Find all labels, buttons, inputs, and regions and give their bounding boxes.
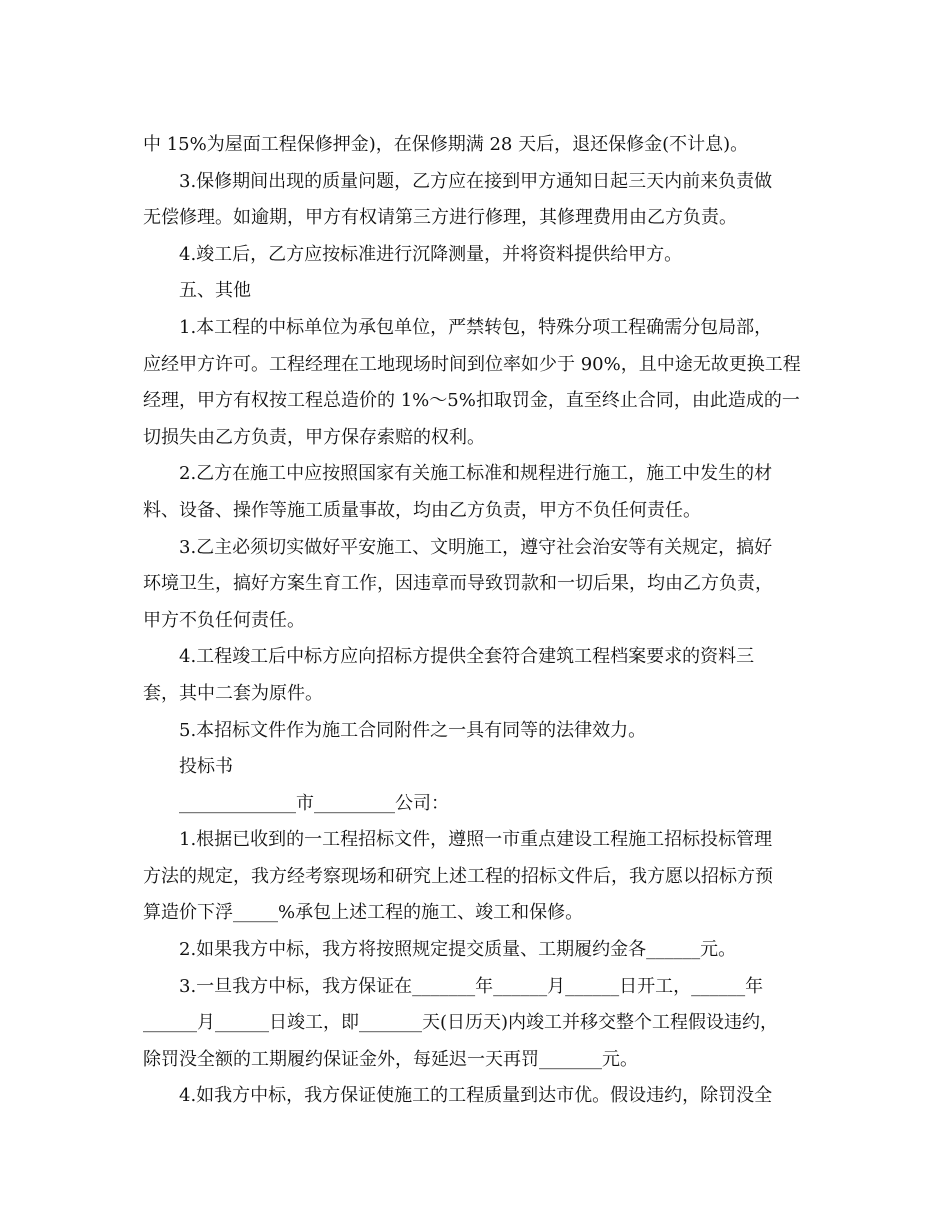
text-line: 2.乙方在施工中应按照国家有关施工标准和规程进行施工，施工中发生的材 <box>179 463 773 485</box>
text-line: 料、设备、操作等施工质量事故，均由乙方负责，甲方不负任何责任。 <box>143 499 701 521</box>
text-line: 中 15%为屋面工程保修押金)，在保修期满 28 天后，退还保修金(不计息)。 <box>143 134 749 155</box>
text-line: 经理，甲方有权按工程总造价的 1%～5%扣取罚金，直至终止合同，由此造成的一 <box>143 390 800 412</box>
document-body <box>143 127 808 1115</box>
text-line: 1.根据已收到的一工程招标文件，遵照一市重点建设工程施工招标投标管理 <box>179 829 773 851</box>
text-line: 1.本工程的中标单位为承包单位，严禁转包，特殊分项工程确需分包局部， <box>179 316 773 338</box>
text-line: 甲方不负任何责任。 <box>143 609 305 631</box>
text-line: 3.一旦我方中标，我方保证在_______年______月______日开工，______年 <box>179 975 764 997</box>
text-line: 切损失由乙方负责，甲方保存索赔的权利。 <box>143 426 485 448</box>
text-line: 套，其中二套为原件。 <box>143 682 323 704</box>
text-line: 3.保修期间出现的质量问题，乙方应在接到甲方通知日起三天内前来负责做 <box>179 170 773 192</box>
text-line: 5.本招标文件作为施工合同附件之一具有同等的法律效力。 <box>179 719 647 741</box>
text-line: ______月______日竣工，即_______天(日历天)内竣工并移交整个工程假设违约， <box>143 1012 779 1034</box>
text-line: 4.竣工后，乙方应按标准进行沉降测量，并将资料提供给甲方。 <box>179 243 683 265</box>
text-line: _____________市_________公司： <box>179 792 449 814</box>
text-line: 方法的规定，我方经考察现场和研究上述工程的招标文件后，我方愿以招标方预 <box>143 865 773 887</box>
text-line: 投标书 <box>179 756 233 778</box>
text-line: 2.如果我方中标，我方将按照规定提交质量、工期履约金各______元。 <box>179 939 737 961</box>
text-line: 3.乙主必须切实做好平安施工、文明施工，遵守社会治安等有关规定，搞好 <box>179 536 773 558</box>
text-line: 4.工程竣工后中标方应向招标方提供全套符合建筑工程档案要求的资料三 <box>179 646 755 668</box>
text-line: 算造价下浮_____%承包上述工程的施工、竣工和保修。 <box>143 902 584 924</box>
text-line: 应经甲方许可。工程经理在工地现场时间到位率如少于 90%，且中途无故更换工程 <box>143 353 801 375</box>
text-line: 无偿修理。如逾期，甲方有权请第三方进行修理，其修理费用由乙方负责。 <box>143 207 737 229</box>
text-line: 五、其他 <box>179 280 251 302</box>
text-line: 除罚没全额的工期履约保证金外，每延迟一天再罚_______元。 <box>143 1048 638 1070</box>
text-line: 环境卫生，搞好方案生育工作，因违章而导致罚款和一切后果，均由乙方负责， <box>143 573 773 595</box>
text-line: 4.如我方中标，我方保证使施工的工程质量到达市优。假设违约，除罚没全 <box>179 1085 773 1107</box>
